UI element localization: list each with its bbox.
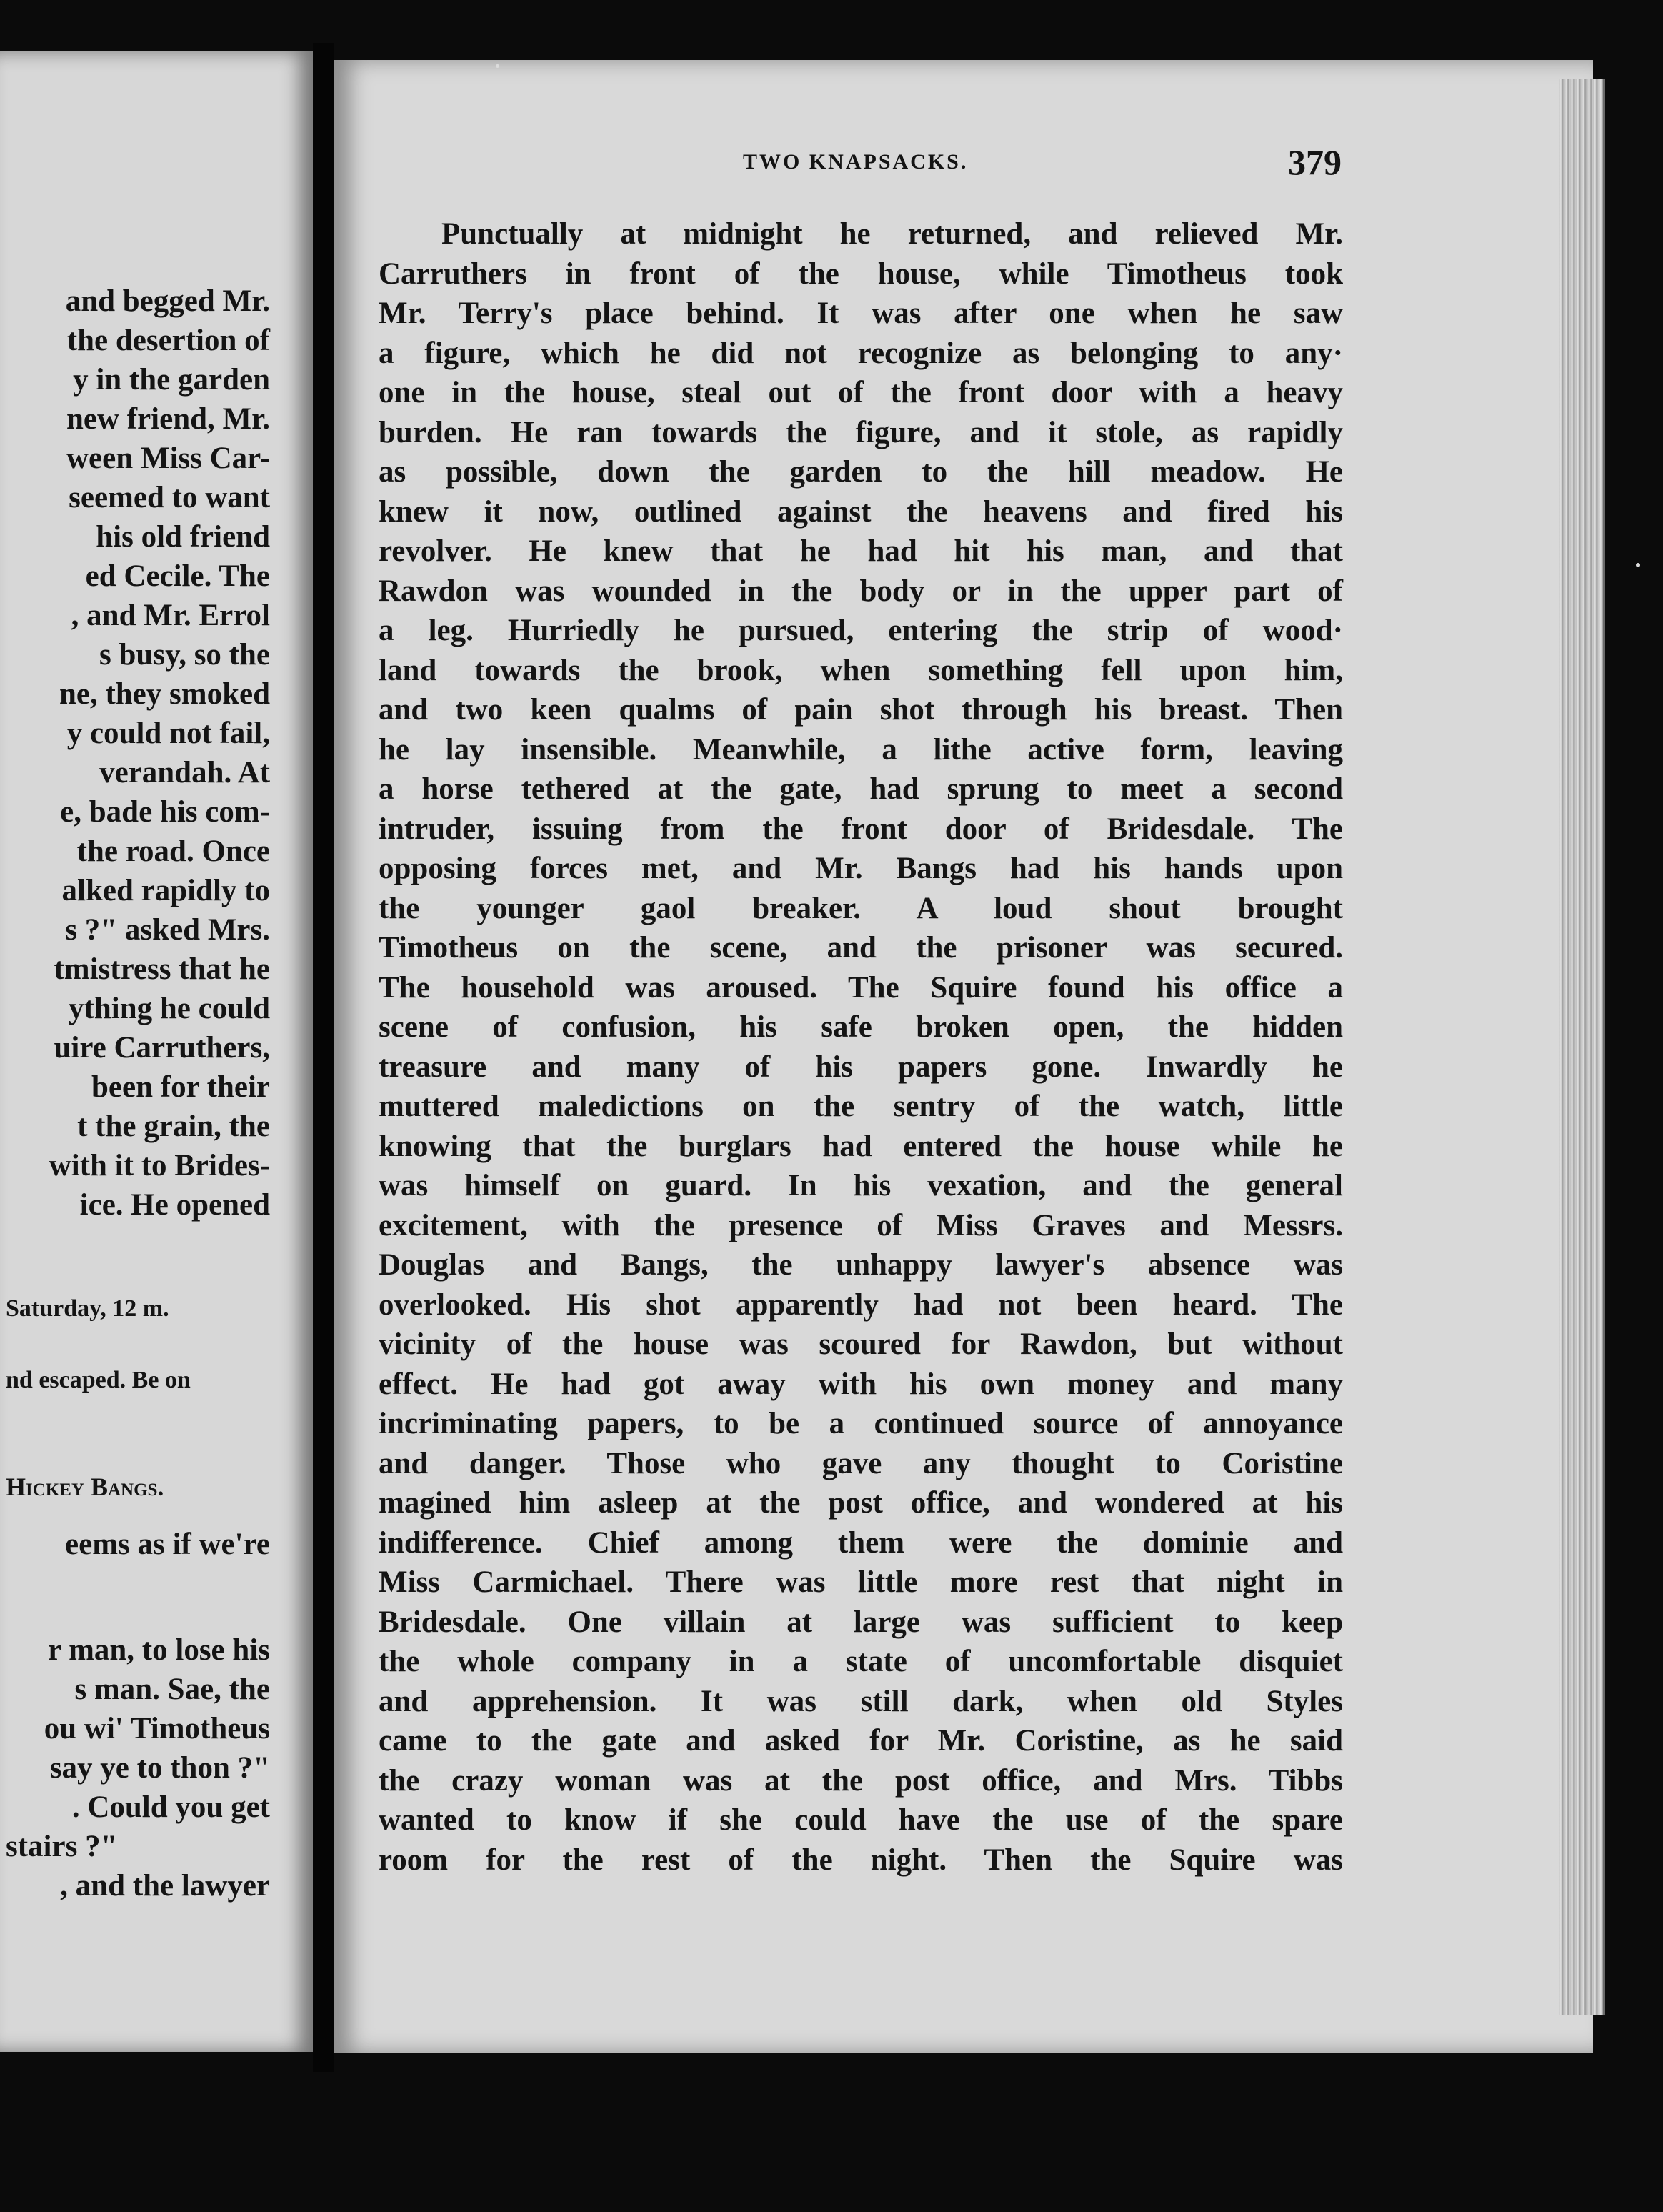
text-line: vicinity of the house was scoured for Rawdon, but without xyxy=(379,1327,1343,1361)
left-text-line: new friend, Mr. xyxy=(66,402,270,436)
scan-speck xyxy=(1636,563,1640,567)
left-text-line: y could not fail, xyxy=(66,717,270,750)
left-text-line: e, bade his com- xyxy=(60,795,270,829)
text-line: the crazy woman was at the post office, and Mrs. Tibbs xyxy=(379,1763,1343,1798)
text-line: and danger. Those who gave any thought to Coristine xyxy=(379,1446,1343,1480)
left-text-line: . Could you get xyxy=(71,1790,270,1824)
body-text xyxy=(379,214,1343,1880)
left-text-line: y in the garden xyxy=(73,363,270,397)
left-text-line: and begged Mr. xyxy=(65,284,270,318)
left-text-line: r man, to lose his xyxy=(48,1633,270,1667)
left-text-line: ne, they smoked xyxy=(59,677,270,711)
text-line: indifference. Chief among them were the dominie and xyxy=(379,1525,1343,1560)
text-line: treasure and many of his papers gone. Inwardly he xyxy=(379,1050,1343,1084)
left-text-line: tmistress that he xyxy=(54,952,270,986)
text-line: the younger gaol breaker. A loud shout brought xyxy=(379,891,1343,925)
text-line: Punctually at midnight he returned, and relieved Mr. xyxy=(441,217,1343,251)
text-line: scene of confusion, his safe broken open, the hidden xyxy=(379,1010,1343,1044)
left-text-line: s ?" asked Mrs. xyxy=(65,913,270,947)
left-text-line: say ye to thon ?" xyxy=(49,1751,270,1785)
left-text-line: t the grain, the xyxy=(77,1110,270,1143)
text-line: a leg. Hurriedly he pursued, entering the strip of wood· xyxy=(379,614,1343,647)
text-line: knowing that the burglars had entered the house while he xyxy=(379,1129,1343,1163)
text-line: land towards the brook, when something fell upon him, xyxy=(379,653,1343,687)
text-line: revolver. He knew that he had hit his man, and that xyxy=(379,534,1343,568)
left-text-line: s man. Sae, the xyxy=(74,1673,270,1706)
text-line: intruder, issuing from the front door of Bridesdale. The xyxy=(379,812,1343,846)
left-text-line: nd escaped. Be on xyxy=(6,1367,191,1393)
text-line: Bridesdale. One villain at large was sufficient to keep xyxy=(379,1605,1343,1639)
text-line: Mr. Terry's place behind. It was after one when he saw xyxy=(379,297,1343,330)
left-text-line: ween Miss Car- xyxy=(66,442,270,475)
left-text-line: Saturday, 12 m. xyxy=(6,1295,169,1322)
text-line: opposing forces met, and Mr. Bangs had his hands upon xyxy=(379,852,1343,885)
text-line: wanted to know if she could have the use of the spare xyxy=(379,1803,1343,1837)
left-text-line: verandah. At xyxy=(99,756,270,789)
left-text-line: alked rapidly to xyxy=(61,874,270,907)
page-number: 379 xyxy=(1288,142,1342,182)
left-text-line: seemed to want xyxy=(69,481,270,514)
left-text-line: with it to Brides- xyxy=(49,1149,270,1182)
text-line: Miss Carmichael. There was little more rest that night in xyxy=(379,1565,1343,1599)
page-edges xyxy=(1559,79,1605,2015)
text-line: was himself on guard. In his vexation, and the general xyxy=(379,1169,1343,1202)
left-text-line: ything he could xyxy=(69,992,270,1025)
left-text-line: , and Mr. Errol xyxy=(71,599,270,632)
running-header: TWO KNAPSACKS. xyxy=(743,150,969,174)
left-text-line: , and the lawyer xyxy=(60,1869,270,1903)
left-text-line: eems as if we're xyxy=(65,1528,270,1561)
text-line: Timotheus on the scene, and the prisoner was secured. xyxy=(379,931,1343,965)
text-line: knew it now, outlined against the heavens and fired his xyxy=(379,494,1343,529)
left-text-line: Hickey Bangs. xyxy=(6,1473,164,1501)
text-line: Carruthers in front of the house, while Timotheus took xyxy=(379,256,1343,291)
book-gutter xyxy=(313,43,334,2072)
text-line: room for the rest of the night. Then the Squire was xyxy=(379,1843,1343,1877)
left-text-line: the desertion of xyxy=(66,324,270,357)
text-line: came to the gate and asked for Mr. Coristine, as he said xyxy=(379,1724,1343,1758)
text-line: the whole company in a state of uncomfortable disquiet xyxy=(379,1645,1343,1678)
text-line: one in the house, steal out of the front door with a heavy xyxy=(379,376,1343,409)
text-line: excitement, with the presence of Miss Graves and Messrs. xyxy=(379,1208,1343,1242)
text-line: a horse tethered at the gate, had sprung to meet a second xyxy=(379,772,1343,806)
left-text-line: ed Cecile. The xyxy=(85,559,270,593)
text-line: magined him asleep at the post office, and wondered at his xyxy=(379,1486,1343,1520)
text-line: and two keen qualms of pain shot through his breast. Then xyxy=(379,693,1343,727)
text-line: a figure, which he did not recognize as belonging to any· xyxy=(379,336,1343,370)
text-line: as possible, down the garden to the hill meadow. He xyxy=(379,455,1343,489)
left-text-line: been for their xyxy=(91,1070,270,1104)
left-text-line: his old friend xyxy=(96,520,270,554)
scan-speck xyxy=(496,64,499,68)
text-line: and apprehension. It was still dark, when old Styles xyxy=(379,1684,1343,1718)
left-text-line: s busy, so the xyxy=(99,638,270,672)
left-text-line: the road. Once xyxy=(76,835,270,868)
left-page xyxy=(0,51,313,2052)
text-line: incriminating papers, to be a continued source of annoyance xyxy=(379,1407,1343,1440)
left-text-line: ou wi' Timotheus xyxy=(44,1712,270,1745)
text-line: Rawdon was wounded in the body or in the upper part of xyxy=(379,574,1343,608)
left-text-line: stairs ?" xyxy=(6,1830,118,1863)
text-line: Douglas and Bangs, the unhappy lawyer's absence was xyxy=(379,1248,1343,1282)
left-text-line: uire Carruthers, xyxy=(54,1031,270,1065)
text-line: overlooked. His shot apparently had not been heard. The xyxy=(379,1287,1343,1322)
text-line: The household was aroused. The Squire found his office a xyxy=(379,970,1343,1005)
left-text-line: ice. He opened xyxy=(79,1188,270,1222)
text-line: burden. He ran towards the figure, and it stole, as rapidly xyxy=(379,415,1343,449)
text-line: muttered maledictions on the sentry of the watch, little xyxy=(379,1090,1343,1123)
text-line: effect. He had got away with his own money and many xyxy=(379,1367,1343,1401)
text-line: he lay insensible. Meanwhile, a lithe active form, leaving xyxy=(379,732,1343,767)
